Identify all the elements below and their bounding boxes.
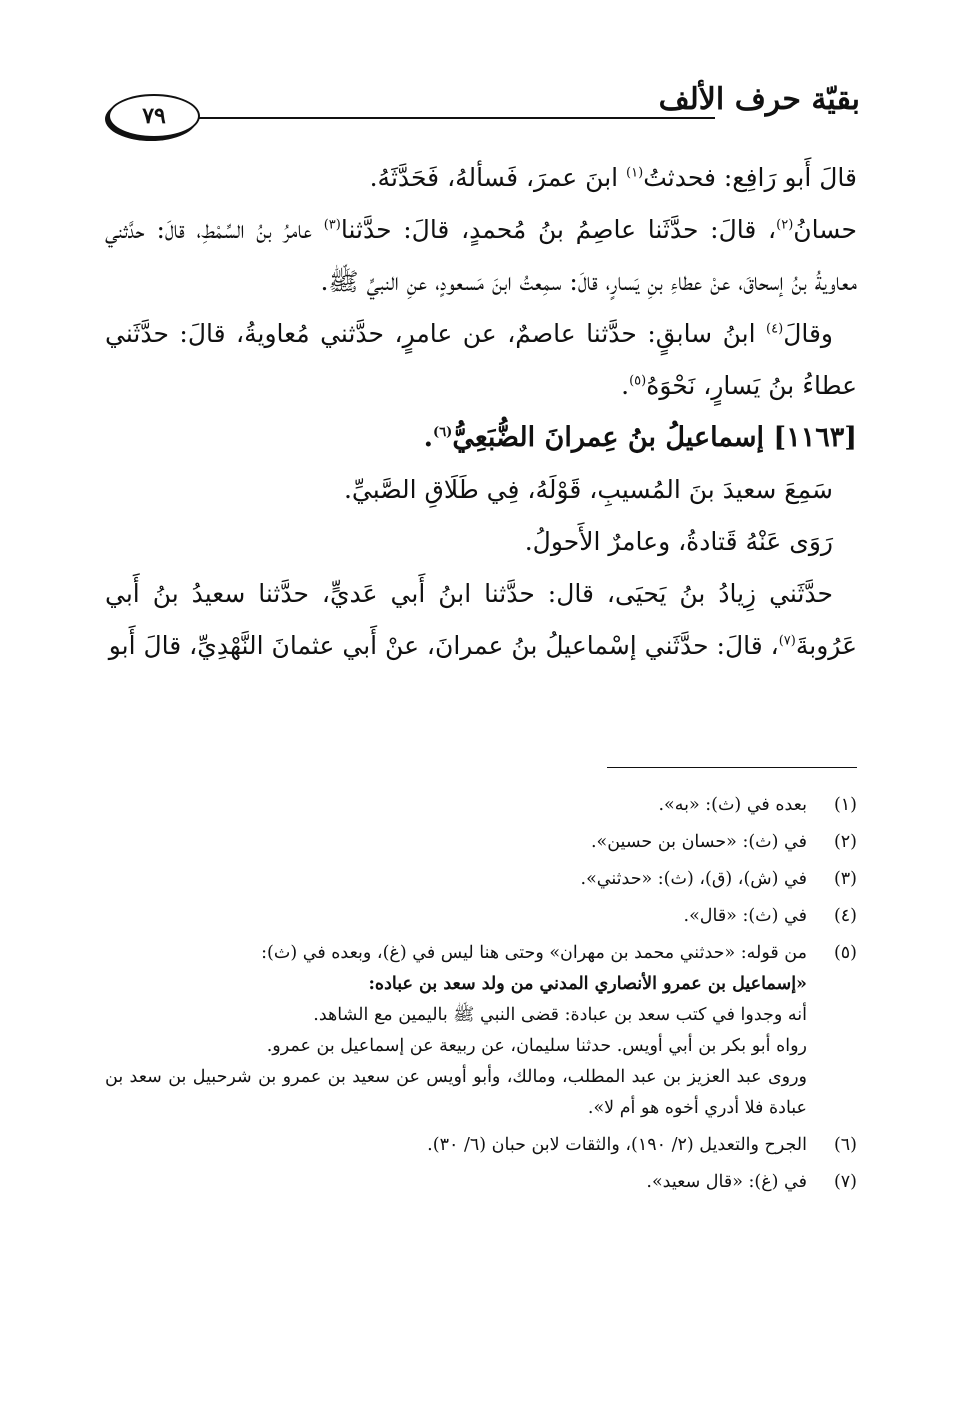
footnote-line: الجرح والتعديل (٢/ ١٩٠)، والثقات لابن حبان (٦/ ٣٠). [427, 1135, 807, 1155]
footnote-text [105, 938, 807, 1124]
footnote-ref-1[interactable]: (١) [626, 165, 644, 181]
footnote-line: من قوله: «حدثني محمد بن مهران» وحتى هنا ليس في (غ)، وبعده في (ث): [261, 943, 807, 963]
paragraph-6 [105, 568, 857, 672]
footnote-line: في (غ): «قال سعيد». [646, 1172, 807, 1192]
footnote-text [105, 1167, 807, 1198]
entry-title: [١١٦٣] إسماعيلُ بنُ عِمرانَ الضُّبَعِيُّ [452, 422, 857, 453]
text-span: حدَّثَني زِيادُ بنُ يَحيَى، قال: حدَّثنا ابنُ أَبي عَديٍّ، حدَّثنا سعيدُ بنُ أَبي عَرُوبةَ [105, 579, 857, 660]
footnote-line: في (ش)، (ق)، (ث): «حدثني». [580, 869, 807, 889]
footnote-ref-6[interactable]: (٦) [433, 425, 453, 440]
footnote-ref-2[interactable]: (٢) [776, 217, 794, 233]
entry-heading [105, 412, 857, 464]
footnote-line: في (ث): «حسان بن حسين». [590, 832, 807, 852]
footnote-number: (٦) [833, 1135, 857, 1155]
text-span: عامرُ بنُ السِّمْطِ، قالَ: حدَّثني معاويةُ بنُ إسحاقَ، عنْ عطاءِ بنِ يَسارٍ، قالَ: سمِعتُ ابنَ مَسعودٍ، عنِ النبيِّ ﷺ. [105, 215, 857, 296]
footnote-text [105, 1130, 807, 1161]
footnote-number: (١) [833, 795, 857, 815]
footnote-ref-4[interactable]: (٤) [766, 321, 784, 337]
footnote-number: (٧) [833, 1172, 857, 1192]
footnote-text [105, 827, 807, 858]
main-text [105, 152, 857, 672]
footnote-item [105, 827, 857, 858]
paragraph-3 [105, 308, 857, 412]
footnote-number: (٣) [833, 869, 857, 889]
footnote-ref-5[interactable]: (٥) [629, 373, 647, 389]
footnotes [105, 790, 857, 1204]
footnote-item [105, 901, 857, 932]
footnote-item [105, 790, 857, 821]
footnote-text [105, 864, 807, 895]
header-rule [195, 117, 715, 119]
paragraph-1 [105, 152, 857, 204]
footnote-number: (٥) [833, 943, 857, 963]
footnote-ref-3[interactable]: (٣) [323, 217, 341, 233]
text-span: قالَ أَبو رَافِع: فحدثتُ [643, 163, 857, 192]
text-span: وقالَ [783, 319, 833, 348]
text-span: ابنَ عمرَ، فَسألهُ، فَحَدَّثَهُ. [369, 163, 627, 192]
paragraph-4: سَمِعَ سعيدَ بنَ المُسيبِ، قَوْلَهُ، فِي طَلَاقِ الصَّبيِّ. [343, 475, 833, 504]
footnote-item [105, 1130, 857, 1161]
footnote-item [105, 864, 857, 895]
footnote-number: (٢) [833, 832, 857, 852]
text-span: حسانُ [793, 215, 857, 244]
footnote-text [105, 790, 807, 821]
text-span: ، قالَ: حدَّثَني إسْماعيلُ بنُ عمرانَ، عنْ أَبي عثمانَ النَّهْدِيِّ، قالَ أَبو [108, 631, 779, 660]
footnote-number: (٤) [833, 906, 857, 926]
footnote-line: في (ث): «قال». [683, 906, 807, 926]
paragraph-5: رَوَى عَنْهُ قَتادةُ، وعامرٌ الأَحولُ. [524, 527, 833, 556]
footnote-item [105, 1167, 857, 1198]
text-span: ابنُ سابقٍ: حدَّثنا عاصمٌ، عن عامرٍ، حدَّثني مُعاويةُ، قالَ: حدَّثَني عطاءُ بنُ يَسارٍ، نَحْوَهُ [105, 319, 857, 400]
footnote-line: بعده في (ث): «به». [658, 795, 807, 815]
footnote-ref-7[interactable]: (٧) [778, 633, 796, 649]
footnote-line: «إسماعيل بن عمرو الأنصاري المدني من ولد سعد بن عباده: [368, 974, 807, 994]
footnote-line: أنه وجدوا في كتب سعد بن عبادة: قضى النبي ﷺ باليمين مع الشاهد. [313, 1005, 807, 1025]
footnote-item [105, 938, 857, 1124]
text-span: . [423, 422, 434, 453]
text-span: ، قالَ: حدَّثَنا عاصِمُ بنُ مُحمدٍ، قالَ: حدَّثنا [340, 215, 777, 244]
footnote-line: رواه أبو بكر بن أبي أويس. حدثنا سليمان، عن ربيعة عن إسماعيل بن عمرو. [266, 1036, 807, 1056]
paragraph-2 [105, 204, 857, 308]
footnote-line: وروى عبد العزيز بن عبد المطلب، ومالك، وأبو أويس عن سعيد بن عمرو بن شرحبيل بن سعد بن عبادة فلا أدري أخوه هو أم لا». [105, 1067, 807, 1118]
footnote-text [105, 901, 807, 932]
page-number: ٧٩ [108, 94, 200, 138]
running-title: بقيّة حرف الألف [658, 82, 860, 117]
footnote-separator [607, 767, 857, 768]
text-span: . [621, 371, 630, 400]
